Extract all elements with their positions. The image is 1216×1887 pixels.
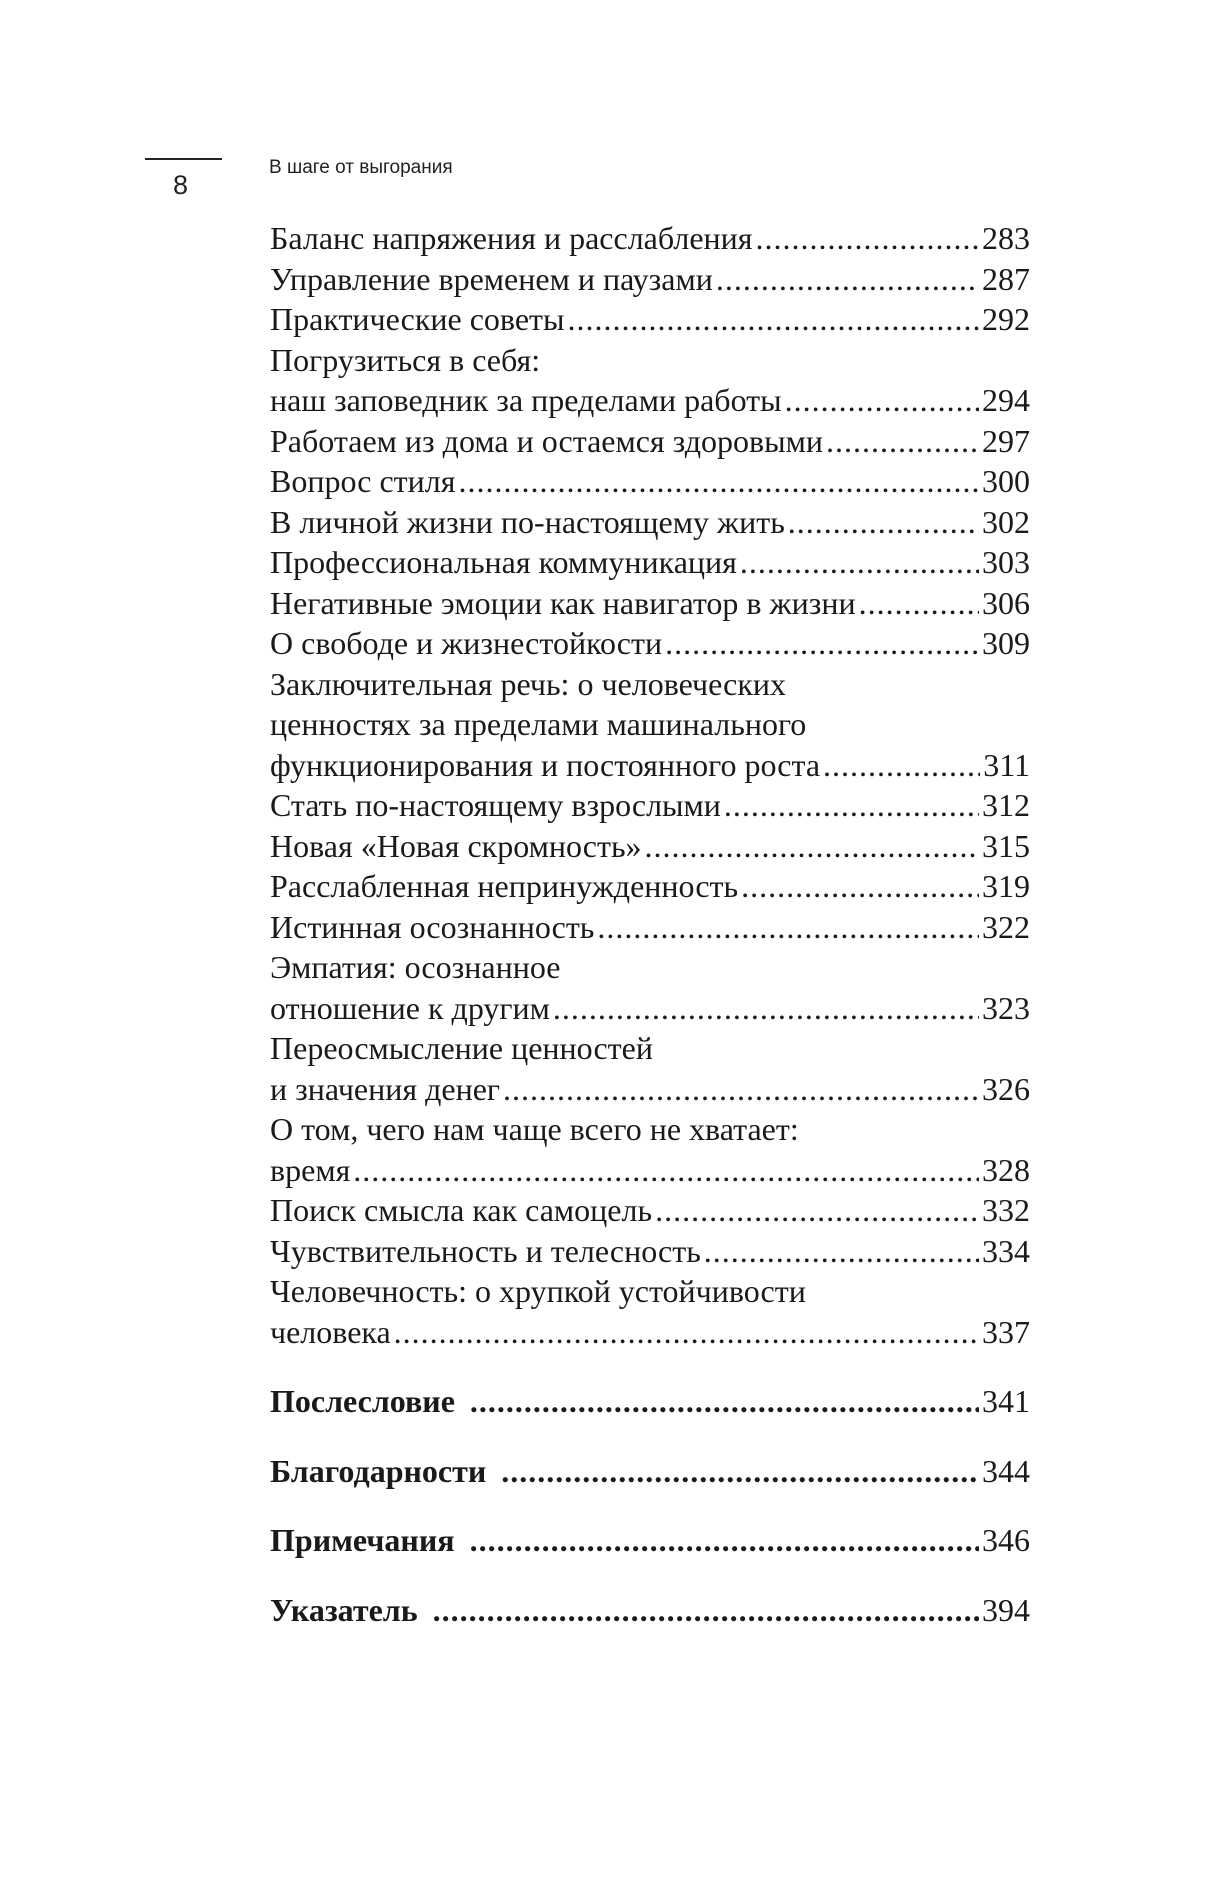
toc-entry [270,421,1030,462]
toc-entry-title: Стать по-настоящему взрослыми [270,787,721,823]
toc-entry-page: 311 [983,746,1030,783]
toc-entry-title: функционирования и постоянного роста [270,746,821,783]
toc-entry-row [270,1312,1030,1353]
toc-entry-page: 312 [982,787,1030,823]
dot-leader [756,218,980,259]
dot-leader [433,1590,979,1631]
dot-leader [826,421,979,462]
toc-entry-page: 322 [982,908,1030,945]
dot-leader [645,826,979,867]
dot-leader [353,1150,979,1191]
toc-entry-title: В личной жизни по-настоящему жить [270,503,785,540]
toc-section-entry [270,1381,1030,1422]
toc-entry [270,1028,1030,1109]
toc-entry-row [270,1069,1030,1110]
toc-section-page: 346 [982,1522,1030,1558]
toc-entry-page: 302 [982,503,1030,540]
toc-entry-title: Управление временем и паузами [270,260,713,297]
toc-entry-row [270,218,1030,259]
toc-section-page: 394 [982,1591,1030,1628]
toc-entry-page: 328 [982,1151,1030,1188]
toc-entry-title: время [270,1151,351,1188]
dot-leader [788,502,979,543]
toc-entry-page: 297 [982,422,1030,459]
dot-leader [568,299,979,340]
toc-entry [270,947,1030,1028]
toc-section-title: Указатель [270,1591,418,1628]
toc-entry-title: О свободе и жизнестойкости [270,625,663,661]
dot-leader [470,1520,979,1561]
dot-leader [470,1381,979,1422]
dot-leader [823,745,980,786]
toc-entry-title: Поиск смысла как самоцель [270,1192,653,1228]
toc-entry-title-line: Заключительная речь: о человеческих [270,665,786,702]
toc-entry-title-line: Переосмысление ценностей [270,1030,653,1066]
toc-entry [270,664,1030,786]
toc-entry-title-line: О том, чего нам чаще всего не хватает: [270,1111,799,1147]
toc-entry-title: Негативные эмоции как навигатор в жизни [270,584,856,621]
toc-entry-title: наш заповедник за пределами работы [270,382,782,418]
toc-entry-page: 315 [982,827,1030,864]
toc-entry-title: и значения денег [270,1070,501,1107]
toc-entry-title-line: ценностях за пределами машинального [270,706,807,742]
toc-entry-title-line: Человечность: о хрупкой устойчивости [270,1273,806,1309]
dot-leader [724,785,979,826]
toc-section-title: Благодарности [270,1452,487,1489]
toc-entry [270,502,1030,543]
toc-entry-page: 319 [982,868,1030,904]
toc-entry [270,1109,1030,1190]
toc-entry-row [270,1231,1030,1272]
dot-leader [501,1451,979,1492]
dot-leader [716,259,979,300]
toc-section-entry [270,1451,1030,1492]
toc-entry [270,218,1030,259]
toc-entry-page: 303 [982,544,1030,580]
toc-entry-page: 306 [982,584,1030,621]
dot-leader [665,623,979,664]
toc-entry [270,1231,1030,1272]
toc-entry-page: 337 [982,1313,1030,1350]
toc-entry-title: Вопрос стиля [270,463,456,499]
dot-leader [394,1312,979,1353]
toc-entry-title: Чувствительность и телесность [270,1232,701,1269]
toc-section-title: Послесловие [270,1383,455,1419]
toc-entry-row [270,502,1030,543]
toc-entry-title: человека [270,1313,391,1350]
toc-entry-page: 334 [982,1232,1030,1269]
toc-entry-row [270,866,1030,907]
toc-entry-page: 309 [982,625,1030,661]
page-number: 8 [173,170,189,200]
toc-entry [270,907,1030,948]
toc-entry-row [270,583,1030,624]
toc-entry-title-line: Погрузиться в себя: [270,341,541,378]
toc-entry-row [270,461,1030,502]
toc-entry-row [270,1150,1030,1191]
toc-entry-row [270,907,1030,948]
toc-entry-page: 326 [982,1070,1030,1107]
dot-leader [597,907,979,948]
toc-entry-page: 292 [982,301,1030,337]
dot-leader [655,1190,979,1231]
header-rule [145,158,222,160]
toc-section-title: Примечания [270,1522,455,1558]
running-title: В шаге от выгорания [269,157,453,178]
toc-entry-title: отношение к другим [270,989,550,1026]
toc-entry-title: Новая «Новая скромность» [270,827,642,864]
toc-entry-title: Практические советы [270,301,565,337]
toc-entry-row [270,421,1030,462]
toc-entry [270,542,1030,583]
toc-entry [270,583,1030,624]
toc-entry-page: 287 [982,260,1030,297]
toc-section-entry [270,1520,1030,1561]
toc-entry [270,299,1030,340]
toc-entry [270,866,1030,907]
toc-section-page: 344 [982,1452,1030,1489]
toc-entry-page: 332 [982,1192,1030,1228]
toc-section-page: 341 [982,1383,1030,1419]
toc-entry [270,1271,1030,1352]
toc-entry-title: Баланс напряжения и расслабления [270,220,753,256]
toc-section-entry [270,1590,1030,1631]
toc-entry-row [270,259,1030,300]
toc-entry-row [270,745,1030,786]
toc-entry-row [270,826,1030,867]
toc-entry [270,461,1030,502]
table-of-contents [270,218,1030,1630]
dot-leader [740,542,979,583]
toc-entry-title-line: Эмпатия: осознанное [270,949,561,985]
dot-leader [741,866,979,907]
dot-leader [553,988,979,1029]
toc-entry-row [270,542,1030,583]
toc-entry-page: 323 [982,989,1030,1026]
toc-entry-page: 300 [982,463,1030,499]
toc-entry-title: Расслабленная непринужденность [270,868,739,904]
dot-leader [859,583,979,624]
dot-leader [785,380,979,421]
toc-entry-title: Профессиональная коммуникация [270,544,737,580]
toc-entry [270,1190,1030,1231]
toc-entry [270,826,1030,867]
dot-leader [704,1231,979,1272]
toc-entry [270,340,1030,421]
toc-entry-row [270,623,1030,664]
toc-entry-page: 283 [982,220,1030,256]
toc-entry-row [270,785,1030,826]
toc-entry [270,623,1030,664]
toc-entry-page: 294 [982,382,1030,418]
toc-entry [270,785,1030,826]
toc-entry [270,259,1030,300]
toc-entry-title: Истинная осознанность [270,908,595,945]
toc-entry-row [270,1190,1030,1231]
toc-entry-row [270,380,1030,421]
toc-entry-row [270,299,1030,340]
dot-leader [458,461,979,502]
toc-entry-title: Работаем из дома и остаемся здоровыми [270,422,823,459]
toc-entry-row [270,988,1030,1029]
dot-leader [503,1069,979,1110]
